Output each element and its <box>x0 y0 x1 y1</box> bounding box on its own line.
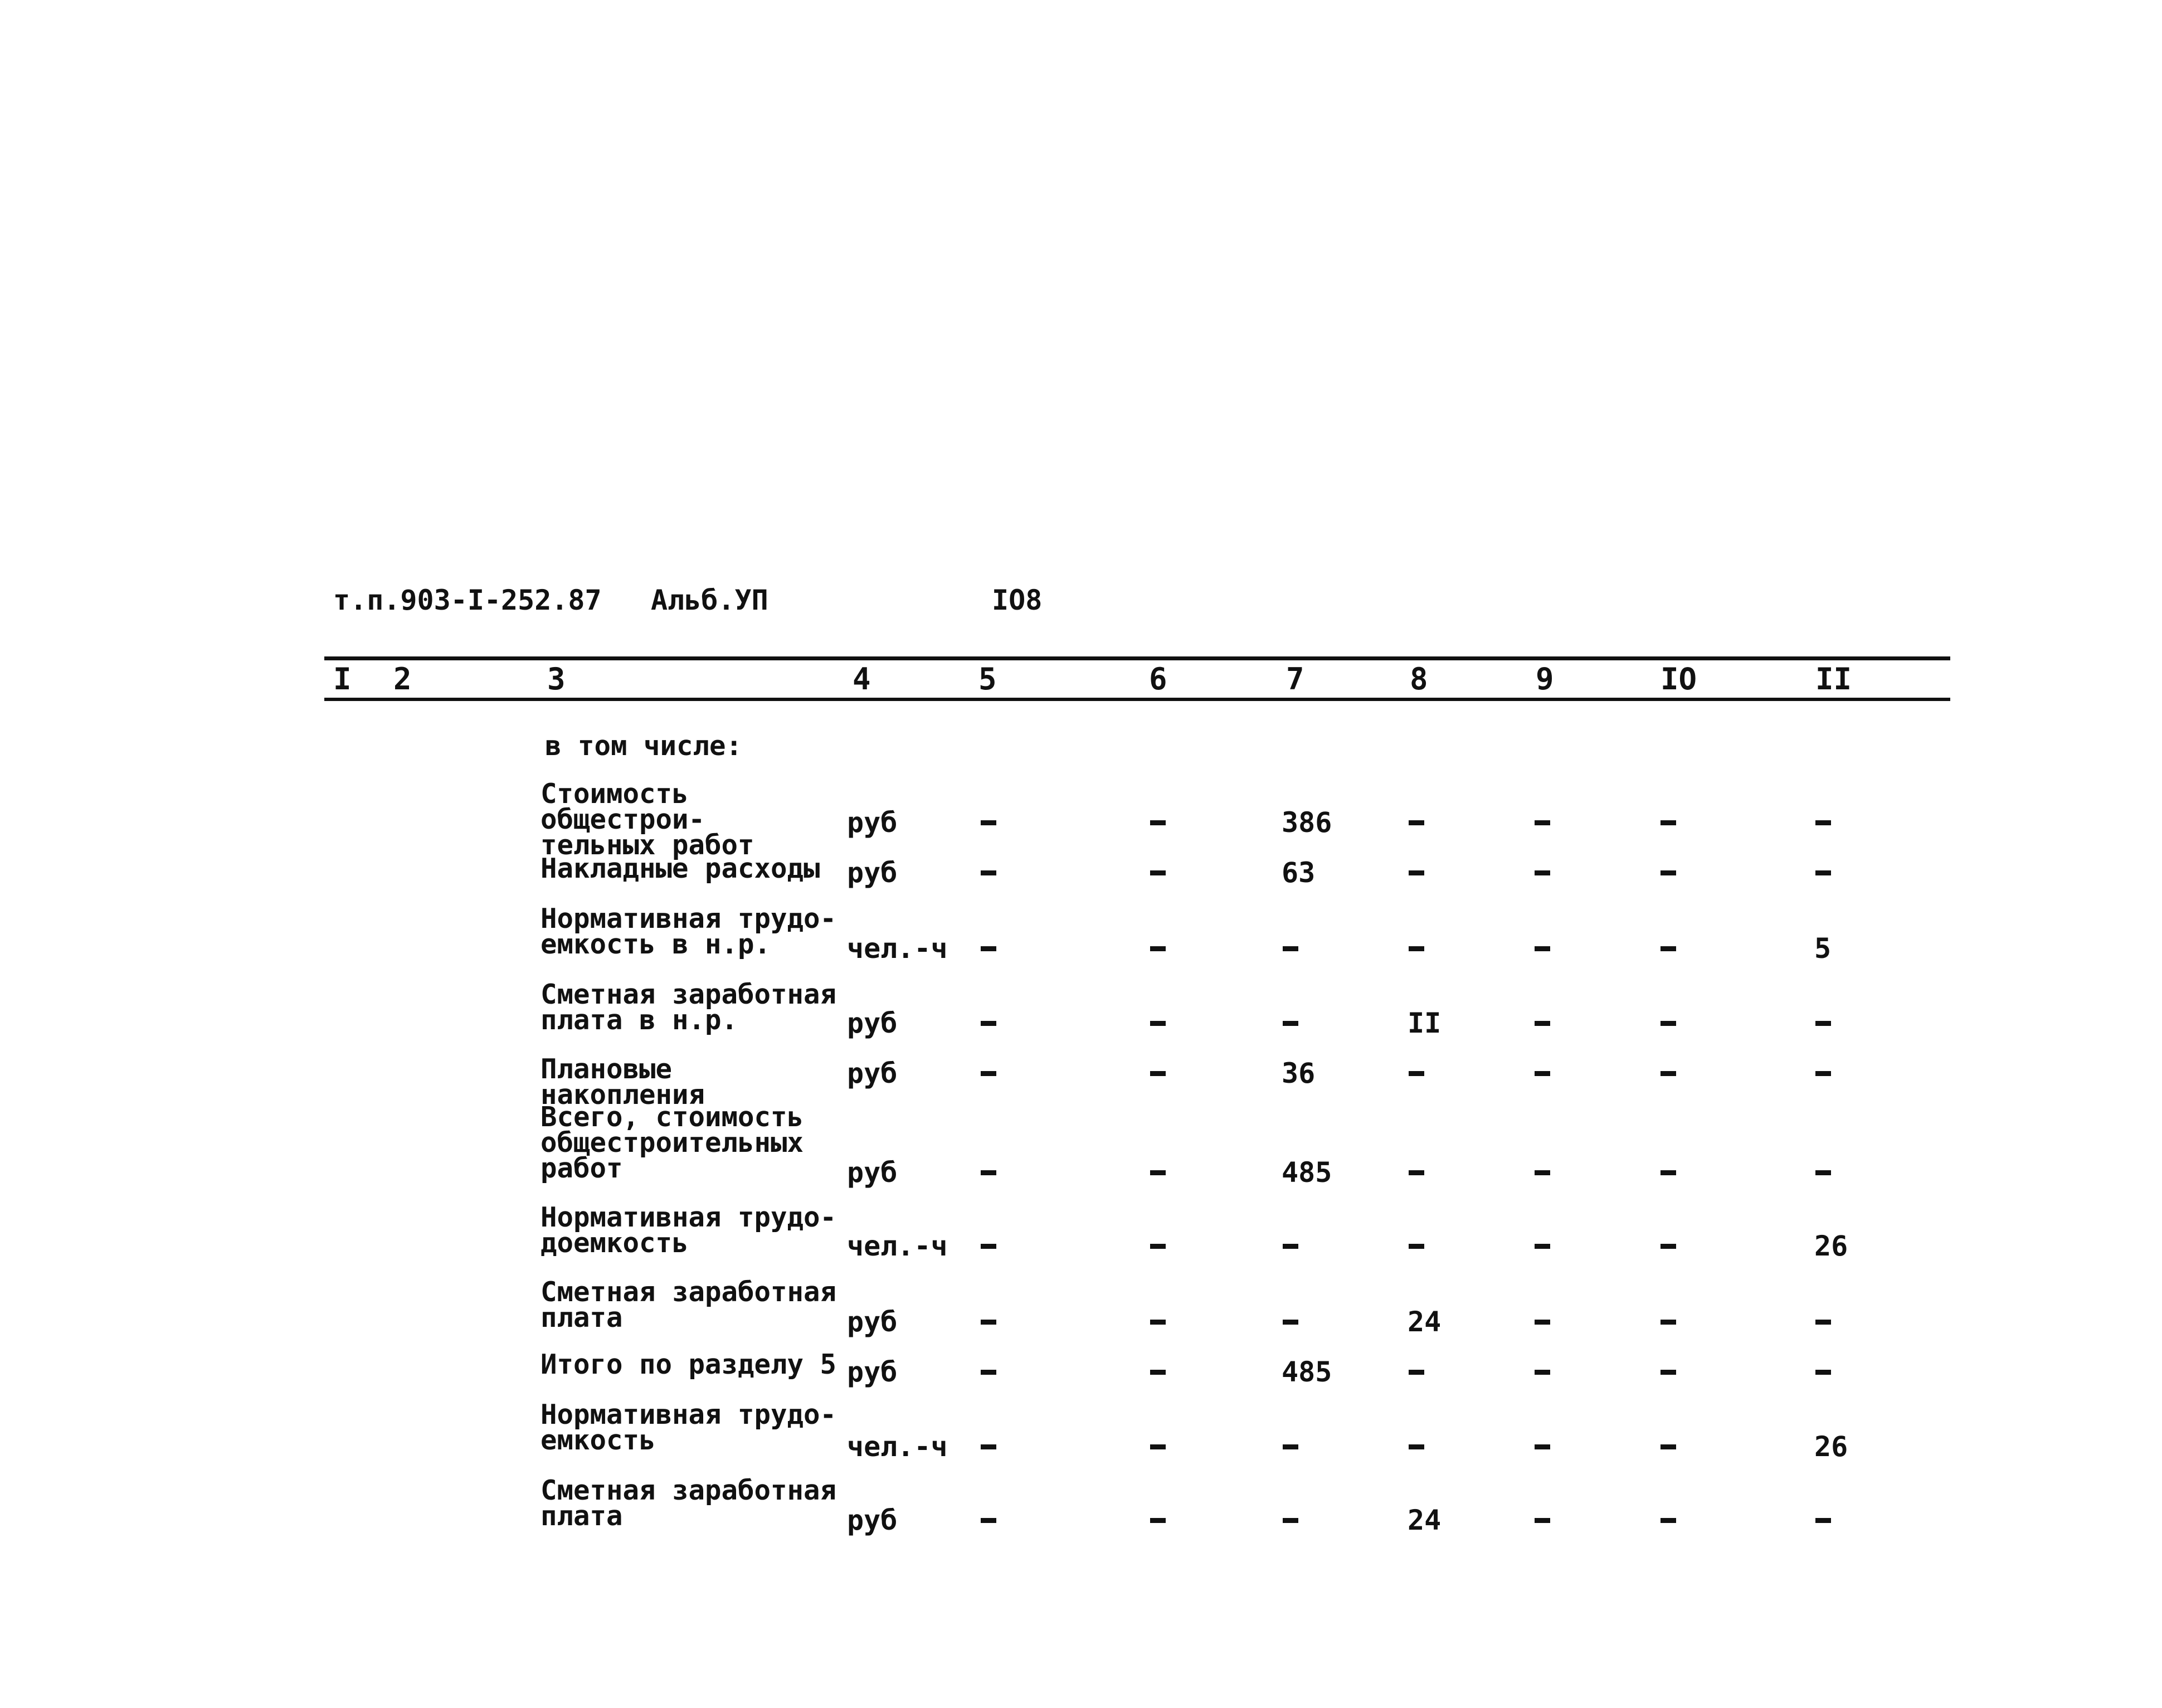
row-description: Всего, стоимость общестроительных работ <box>540 1101 804 1184</box>
row-description: Сметная заработная плата <box>540 1475 837 1532</box>
empty-cell-dash <box>981 1320 996 1325</box>
empty-cell-dash <box>1150 1021 1166 1026</box>
value-cell: II <box>1408 1007 1442 1039</box>
empty-cell-dash <box>1661 1370 1676 1375</box>
empty-cell-dash <box>1535 1518 1550 1523</box>
empty-cell-dash <box>1815 1021 1831 1026</box>
empty-cell-dash <box>1535 870 1550 875</box>
empty-cell-dash <box>1150 1370 1166 1375</box>
empty-cell-dash <box>1661 1320 1676 1325</box>
empty-cell-dash <box>1535 1320 1550 1325</box>
row-unit: руб <box>847 1306 898 1338</box>
empty-cell-dash <box>1661 870 1676 875</box>
empty-cell-dash <box>1815 1320 1831 1325</box>
empty-cell-dash <box>1661 1244 1676 1249</box>
empty-cell-dash <box>1661 1071 1676 1076</box>
row-description: Нормативная трудо- емкость <box>540 1399 837 1456</box>
row-unit: руб <box>847 1356 898 1388</box>
document-code: т.п.903-I-252.87 <box>333 584 602 616</box>
empty-cell-dash <box>1815 1518 1831 1523</box>
value-cell: 36 <box>1282 1057 1316 1089</box>
empty-cell-dash <box>1150 946 1166 951</box>
row-unit: руб <box>847 857 898 889</box>
empty-cell-dash <box>1409 1170 1424 1175</box>
row-unit: чел.-ч <box>847 1230 948 1262</box>
empty-cell-dash <box>1150 1444 1166 1449</box>
empty-cell-dash <box>1815 1071 1831 1076</box>
column-number: 5 <box>978 661 997 697</box>
subheading: в том числе: <box>545 730 743 762</box>
empty-cell-dash <box>981 1444 996 1449</box>
row-description: Нормативная трудо- доемкость <box>540 1201 837 1259</box>
empty-cell-dash <box>1283 1518 1298 1523</box>
row-description: Плановые накопления <box>540 1053 705 1111</box>
row-unit: руб <box>847 1504 898 1536</box>
row-unit: чел.-ч <box>847 932 948 965</box>
row-description: Накладные расходы <box>540 853 820 884</box>
empty-cell-dash <box>1283 1320 1298 1325</box>
row-description: Стоимость общестрои- тельных работ <box>540 778 754 861</box>
row-description: Сметная заработная плата <box>540 1276 837 1334</box>
empty-cell-dash <box>1150 820 1166 825</box>
value-cell: 26 <box>1814 1230 1848 1262</box>
table-top-rule <box>324 656 1950 660</box>
empty-cell-dash <box>1535 1170 1550 1175</box>
row-unit: руб <box>847 806 898 839</box>
row-unit: чел.-ч <box>847 1430 948 1463</box>
row-unit: руб <box>847 1156 898 1189</box>
value-cell: 485 <box>1282 1356 1332 1388</box>
column-number: 6 <box>1149 661 1167 697</box>
empty-cell-dash <box>1535 1444 1550 1449</box>
empty-cell-dash <box>1661 946 1676 951</box>
value-cell: 485 <box>1282 1156 1332 1189</box>
empty-cell-dash <box>1150 1244 1166 1249</box>
empty-cell-dash <box>1535 946 1550 951</box>
empty-cell-dash <box>1150 870 1166 875</box>
empty-cell-dash <box>1815 1370 1831 1375</box>
value-cell: 26 <box>1814 1430 1848 1463</box>
empty-cell-dash <box>1409 1370 1424 1375</box>
empty-cell-dash <box>1150 1071 1166 1076</box>
empty-cell-dash <box>981 1071 996 1076</box>
empty-cell-dash <box>1283 1444 1298 1449</box>
row-description: Сметная заработная плата в н.р. <box>540 979 837 1036</box>
empty-cell-dash <box>981 1170 996 1175</box>
empty-cell-dash <box>1409 1444 1424 1449</box>
empty-cell-dash <box>981 870 996 875</box>
empty-cell-dash <box>1535 1021 1550 1026</box>
empty-cell-dash <box>1535 1244 1550 1249</box>
empty-cell-dash <box>981 820 996 825</box>
empty-cell-dash <box>1150 1320 1166 1325</box>
empty-cell-dash <box>1150 1518 1166 1523</box>
empty-cell-dash <box>1283 946 1298 951</box>
value-cell: 386 <box>1282 806 1332 839</box>
row-unit: руб <box>847 1007 898 1039</box>
empty-cell-dash <box>1661 820 1676 825</box>
empty-cell-dash <box>981 1021 996 1026</box>
empty-cell-dash <box>1815 820 1831 825</box>
empty-cell-dash <box>981 946 996 951</box>
album-label: Альб.УП <box>651 584 768 616</box>
empty-cell-dash <box>1661 1444 1676 1449</box>
row-description: Итого по разделу 5 <box>540 1349 837 1380</box>
value-cell: 24 <box>1408 1306 1442 1338</box>
empty-cell-dash <box>1535 1071 1550 1076</box>
page-number: IO8 <box>992 584 1043 616</box>
empty-cell-dash <box>1283 1021 1298 1026</box>
table-header-rule <box>324 698 1950 701</box>
row-description: Нормативная трудо- емкость в н.р. <box>540 903 837 960</box>
column-number: 2 <box>393 661 412 697</box>
column-number: 4 <box>853 661 871 697</box>
empty-cell-dash <box>1815 1170 1831 1175</box>
column-number: II <box>1815 661 1852 697</box>
column-number: 7 <box>1286 661 1304 697</box>
empty-cell-dash <box>1661 1021 1676 1026</box>
value-cell: 63 <box>1282 857 1316 889</box>
value-cell: 24 <box>1408 1504 1442 1536</box>
column-number: 8 <box>1410 661 1428 697</box>
empty-cell-dash <box>981 1518 996 1523</box>
empty-cell-dash <box>1150 1170 1166 1175</box>
empty-cell-dash <box>1409 870 1424 875</box>
value-cell: 5 <box>1814 932 1832 965</box>
empty-cell-dash <box>1409 1244 1424 1249</box>
empty-cell-dash <box>981 1370 996 1375</box>
column-number: I <box>333 661 352 697</box>
empty-cell-dash <box>1283 1244 1298 1249</box>
empty-cell-dash <box>1661 1170 1676 1175</box>
empty-cell-dash <box>1661 1518 1676 1523</box>
empty-cell-dash <box>1409 946 1424 951</box>
empty-cell-dash <box>1409 820 1424 825</box>
empty-cell-dash <box>981 1244 996 1249</box>
column-number: 9 <box>1536 661 1554 697</box>
empty-cell-dash <box>1815 870 1831 875</box>
empty-cell-dash <box>1535 820 1550 825</box>
row-unit: руб <box>847 1057 898 1089</box>
column-number: 3 <box>547 661 566 697</box>
column-number: IO <box>1661 661 1697 697</box>
empty-cell-dash <box>1409 1071 1424 1076</box>
empty-cell-dash <box>1535 1370 1550 1375</box>
